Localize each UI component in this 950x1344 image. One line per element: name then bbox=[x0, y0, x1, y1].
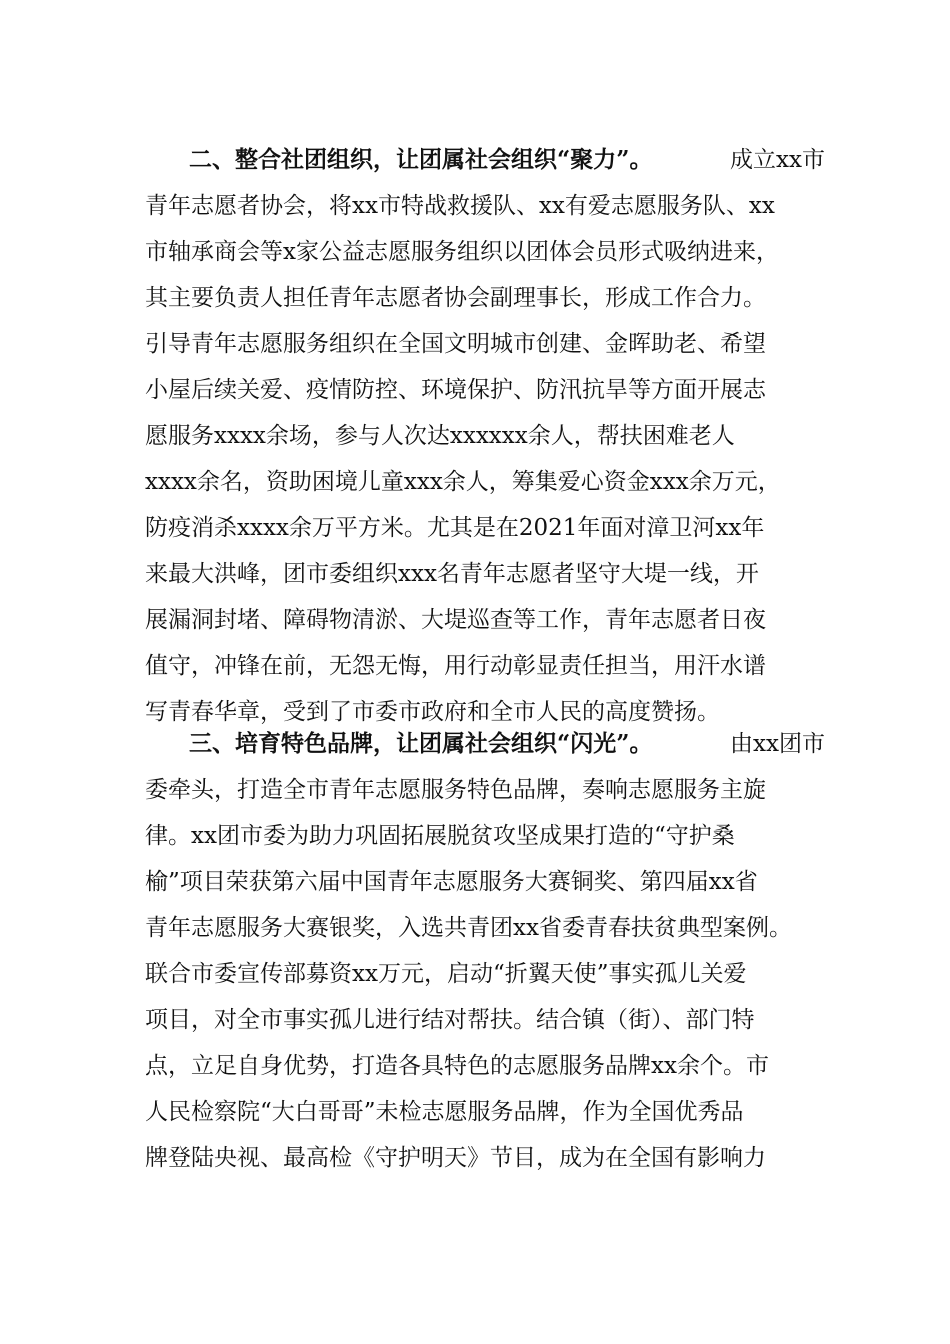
paragraph-text: 青年志愿服务大赛银奖，入选共青团xx省委青春扶贫典型案例。 bbox=[145, 915, 792, 941]
paragraph-text: 青年志愿者协会，将xx市特战救援队、xx有爱志愿服务队、xx bbox=[145, 193, 775, 219]
paragraph-line bbox=[145, 643, 825, 689]
paragraph-text: 来最大洪峰，团市委组织xxx名青年志愿者坚守大堤一线，开 bbox=[145, 561, 759, 587]
paragraph-line bbox=[145, 859, 825, 905]
paragraph-line bbox=[145, 767, 825, 813]
paragraph-line bbox=[145, 951, 825, 997]
paragraph-line bbox=[145, 183, 825, 229]
paragraph-line bbox=[145, 597, 825, 643]
paragraph-line bbox=[145, 413, 825, 459]
paragraph-text: 律。xx团市委为助力巩固拓展脱贫攻坚成果打造的“守护桑 bbox=[145, 823, 735, 849]
paragraph-text: 值守，冲锋在前，无怨无悔，用行动彰显责任担当，用汗水谱 bbox=[145, 653, 766, 679]
paragraph-text: 愿服务xxxx余场，参与人次达xxxxxx余人，帮扶困难老人 bbox=[145, 423, 735, 449]
paragraph-text: 联合市委宣传部募资xx万元，启动“折翼天使”事实孤儿关爱 bbox=[145, 961, 747, 987]
paragraph-text: 榆”项目荣获第六届中国青年志愿服务大赛铜奖、第四届xx省 bbox=[145, 869, 758, 895]
paragraph-text: 由xx团市 bbox=[730, 731, 825, 757]
paragraph-text: 成立xx市 bbox=[730, 147, 825, 173]
paragraph-text: 牌登陆央视、最高检《守护明天》节目，成为在全国有影响力 bbox=[145, 1145, 766, 1171]
paragraph-line bbox=[145, 1089, 825, 1135]
paragraph-line bbox=[145, 459, 825, 505]
paragraph-line bbox=[145, 137, 825, 183]
paragraph-line bbox=[145, 367, 825, 413]
section-2-paragraph bbox=[145, 137, 825, 735]
paragraph-line bbox=[145, 721, 825, 767]
paragraph-text: 写青春华章，受到了市委市政府和全市人民的高度赞扬。 bbox=[145, 699, 720, 725]
paragraph-text: 小屋后续关爱、疫情防控、环境保护、防汛抗旱等方面开展志 bbox=[145, 377, 766, 403]
paragraph-line bbox=[145, 905, 825, 951]
paragraph-text: 点，立足自身优势，打造各具特色的志愿服务品牌xx余个。市 bbox=[145, 1053, 769, 1079]
paragraph-text: 市轴承商会等x家公益志愿服务组织以团体会员形式吸纳进来， bbox=[145, 239, 779, 265]
paragraph-line bbox=[145, 321, 825, 367]
section-3-paragraph bbox=[145, 721, 825, 1181]
paragraph-line bbox=[145, 505, 825, 551]
paragraph-line bbox=[145, 551, 825, 597]
paragraph-text: 人民检察院“大白哥哥”未检志愿服务品牌，作为全国优秀品 bbox=[145, 1099, 744, 1125]
paragraph-line bbox=[145, 997, 825, 1043]
paragraph-text: 展漏洞封堵、障碍物清淤、大堤巡查等工作，青年志愿者日夜 bbox=[145, 607, 766, 633]
paragraph-text: 项目，对全市事实孤儿进行结对帮扶。结合镇（街）、部门特 bbox=[145, 1007, 755, 1033]
paragraph-line bbox=[145, 1135, 825, 1181]
paragraph-line bbox=[145, 813, 825, 859]
section-3-heading: 三、培育特色品牌，让团属社会组织“闪光”。 bbox=[189, 730, 653, 757]
paragraph-line bbox=[145, 275, 825, 321]
paragraph-line bbox=[145, 229, 825, 275]
paragraph-line bbox=[145, 1043, 825, 1089]
paragraph-text: 引导青年志愿服务组织在全国文明城市创建、金晖助老、希望 bbox=[145, 331, 766, 357]
paragraph-text: 其主要负责人担任青年志愿者协会副理事长，形成工作合力。 bbox=[145, 285, 766, 311]
paragraph-text: xxxx余名，资助困境儿童xxx余人，筹集爱心资金xxx余万元， bbox=[145, 469, 781, 495]
section-2-heading: 二、整合社团组织，让团属社会组织“聚力”。 bbox=[189, 146, 653, 173]
paragraph-text: 委牵头，打造全市青年志愿服务特色品牌，奏响志愿服务主旋 bbox=[145, 777, 766, 803]
paragraph-text: 防疫消杀xxxx余万平方米。尤其是在2021年面对漳卫河xx年 bbox=[145, 515, 765, 541]
